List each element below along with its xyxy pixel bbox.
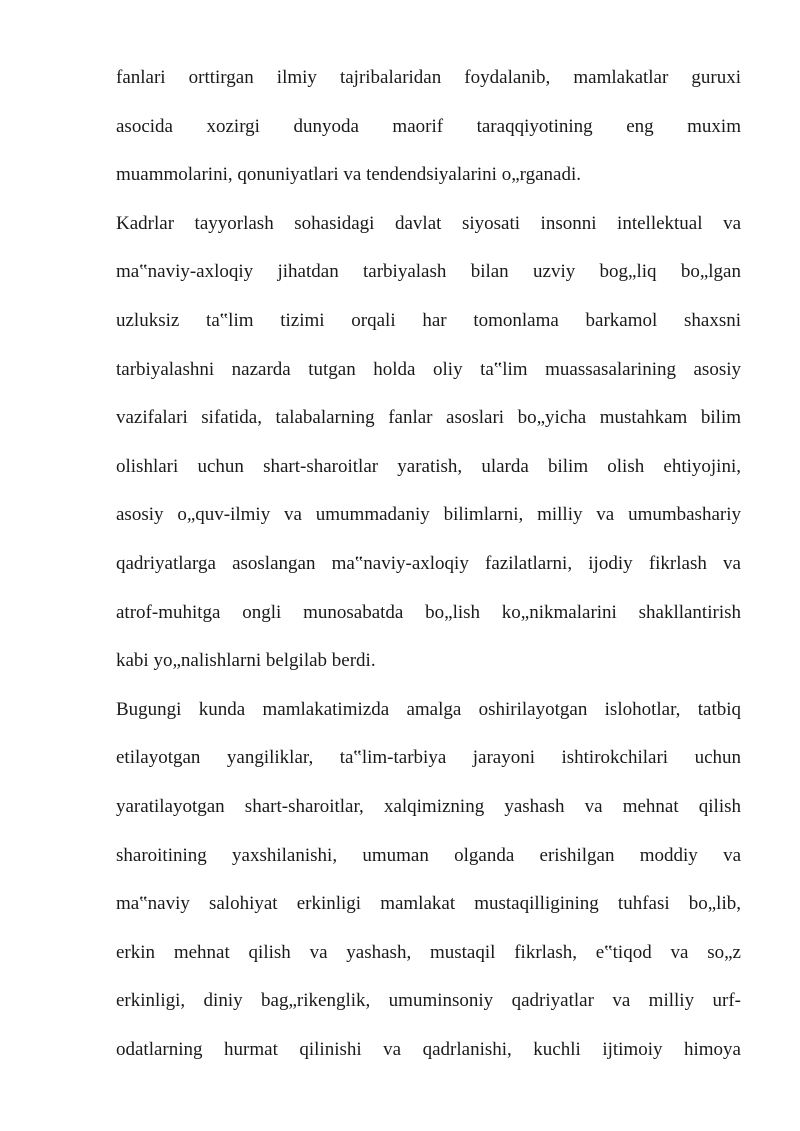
text-line: asocida xozirgi dunyoda maorif taraqqiyotining eng muxim [116, 115, 741, 137]
text-line: Kadrlar tayyorlash sohasidagi davlat siyosati insonni intellektual va [116, 212, 741, 234]
text-line: erkin mehnat qilish va yashash, mustaqil fikrlash, e‟tiqod va so„z [116, 941, 741, 963]
text-line: Bugungi kunda mamlakatimizda amalga oshirilayotgan islohotlar, tatbiq [116, 698, 741, 720]
text-line: kabi yo„nalishlarni belgilab berdi. [116, 650, 376, 672]
text-line: ma‟naviy-axloqiy jihatdan tarbiyalash bilan uzviy bog„liq bo„lgan [116, 261, 741, 283]
body-text [116, 54, 741, 1074]
text-line: qadriyatlarga asoslangan ma‟naviy-axloqiy fazilatlarni, ijodiy fikrlash va [116, 552, 741, 574]
text-line: tarbiyalashni nazarda tutgan holda oliy ta‟lim muassasalarining asosiy [116, 358, 741, 380]
text-line: atrof-muhitga ongli munosabatda bo„lish ko„nikmalarini shakllantirish [116, 601, 741, 623]
text-line: etilayotgan yangiliklar, ta‟lim-tarbiya jarayoni ishtirokchilari uchun [116, 747, 741, 769]
text-line: ma‟naviy salohiyat erkinligi mamlakat mustaqilligining tuhfasi bo„lib, [116, 893, 741, 915]
text-line: yaratilayotgan shart-sharoitlar, xalqimizning yashash va mehnat qilish [116, 795, 741, 817]
text-line: sharoitining yaxshilanishi, umuman olganda erishilgan moddiy va [116, 844, 741, 866]
text-line: vazifalari sifatida, talabalarning fanlar asoslari bo„yicha mustahkam bilim [116, 407, 741, 429]
text-line: olishlari uchun shart-sharoitlar yaratish, ularda bilim olish ehtiyojini, [116, 455, 741, 477]
text-line: uzluksiz ta‟lim tizimi orqali har tomonlama barkamol shaxsni [116, 309, 741, 331]
text-line: odatlarning hurmat qilinishi va qadrlanishi, kuchli ijtimoiy himoya [116, 1038, 741, 1060]
text-line: muammolarini, qonuniyatlari va tendendsiyalarini o„rganadi. [116, 164, 582, 186]
text-line: erkinligi, diniy bag„rikenglik, umuminsoniy qadriyatlar va milliy urf- [116, 990, 741, 1012]
text-line: fanlari orttirgan ilmiy tajribalaridan foydalanib, mamlakatlar guruxi [116, 67, 741, 88]
text-line: asosiy o„quv-ilmiy va umummadaniy bilimlarni, milliy va umumbashariy [116, 504, 741, 526]
